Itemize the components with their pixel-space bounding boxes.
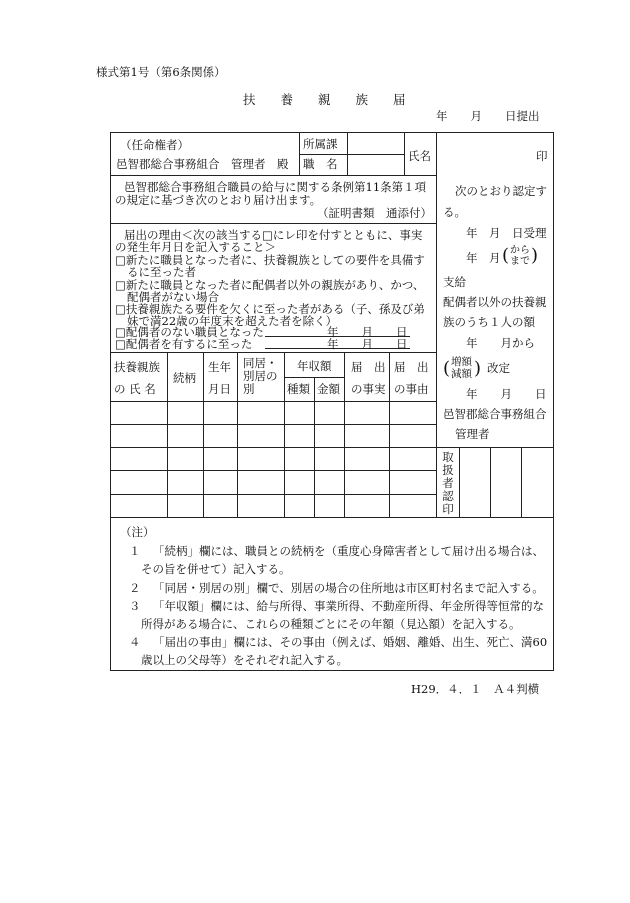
revision-month: 年 月から — [466, 336, 535, 350]
submission-date: 年 月 日提出 — [436, 109, 540, 123]
col-reason-1: 届 出 — [394, 360, 429, 374]
appointer-label: （任命権者） — [120, 138, 189, 152]
col-relationship: 続柄 — [173, 371, 196, 385]
note-2-line-1: 「同居・別居の別」欄で、別居の場合の住所地は市区町村名まで記入する。 — [153, 581, 544, 595]
revision-label: 改定 — [487, 361, 510, 375]
notes-heading: （注） — [120, 525, 155, 539]
paren-close-2: ) — [474, 358, 482, 379]
col-fact-2: の事実 — [351, 382, 386, 396]
spouse-other-amount-2: 族のうち１人の額 — [443, 315, 535, 329]
note-1-line-1: 「続柄」欄には、職員との続柄を（重度心身障害者として届け出る場合は、 — [153, 544, 544, 558]
handler-seal-label: 取 扱 者 認 印 — [442, 450, 454, 516]
col-residence-1: 同居・ — [243, 356, 278, 370]
note-1-number: １ — [129, 544, 141, 558]
reason-heading-1: 届出の理由＜次の該当する□にレ印を付すとともに、事実 — [124, 228, 423, 242]
approver-org: 邑智郡総合事務組合 — [443, 407, 547, 421]
col-annual-income: 年収額 — [297, 359, 332, 373]
reason-option-5[interactable]: □配偶者を有するに至った — [115, 337, 253, 351]
reason-option-1-cont: るに至った者 — [127, 265, 196, 279]
form-number: 様式第1号（第6条関係） — [96, 65, 226, 79]
note-4-line-2: 歳以上の父母等）をそれぞれ記入する。 — [141, 653, 348, 667]
payment-label: 支給 — [443, 275, 466, 289]
attached-documents: （証明書類 通添付） — [317, 206, 432, 220]
received-date: 年 月 日受理 — [466, 226, 547, 240]
spouse-other-amount-1: 配偶者以外の扶養親 — [443, 295, 547, 309]
intro-line-2: の規定に基づき次のとおり届け出ます。 — [115, 193, 322, 207]
col-dependent-name-2: の 氏 名 — [114, 382, 156, 396]
note-1-line-2: その旨を併せて）記入する。 — [141, 562, 291, 576]
col-reason-2: の事由 — [394, 382, 429, 396]
form-revision-footer: H29．４．１ Ａ４判横 — [411, 682, 540, 696]
intro-line-1: 邑智郡総合事務組合職員の給与に関する条例第11条第１項 — [124, 180, 427, 194]
period-month: 年 月 — [466, 251, 501, 265]
col-residence-3: 別 — [243, 382, 255, 396]
approval-date: 年 月 日 — [466, 387, 547, 401]
approval-text-1: 次のとおり認定す — [455, 184, 547, 198]
reason-date-5: 年 月 日 — [327, 337, 408, 351]
department-label: 所属課 — [303, 137, 338, 151]
col-birthdate-1: 生年 — [208, 360, 231, 374]
col-residence-2: 別居の — [243, 369, 278, 383]
note-4-line-1: 「届出の事由」欄には、その事由（例えば、婚姻、離婚、出生、死亡、満60 — [153, 635, 548, 649]
col-dependent-name-1: 扶養親族 — [114, 360, 160, 374]
paren-open-2: ( — [443, 358, 451, 379]
period-from: から — [510, 245, 530, 256]
reason-option-2[interactable]: □新たに職員となった者に配偶者以外の親族があり、かつ、 — [115, 278, 425, 292]
reason-date-4: 年 月 日 — [327, 325, 408, 339]
increase-label: 増額 — [451, 356, 472, 368]
col-fact-1: 届 出 — [351, 360, 386, 374]
reason-option-2-cont: 配偶者がない場合 — [127, 290, 219, 304]
paren-open: ( — [502, 245, 510, 266]
appointer-name: 邑智郡総合事務組合 管理者 殿 — [116, 157, 289, 171]
approver-title: 管理者 — [455, 427, 490, 441]
period-until: まで — [510, 256, 530, 267]
seal-mark: 印 — [536, 149, 548, 163]
col-birthdate-2: 月日 — [208, 382, 231, 396]
reason-option-4[interactable]: □配偶者のない職員となった — [115, 325, 264, 339]
reason-heading-2: の発生年月日を記入すること＞ — [115, 240, 276, 254]
note-3-line-2: 所得がある場合に、これらの種類ごとにその年額（見込額）を記入する。 — [141, 617, 521, 631]
document-title: 扶 養 親 族 届 — [243, 92, 406, 107]
decrease-label: 減額 — [451, 368, 472, 380]
note-3-number: ３ — [129, 599, 141, 613]
note-3-line-1: 「年収額」欄には、給与所得、事業所得、不動産所得、年金所得等恒常的な — [153, 599, 544, 613]
paren-close: ) — [531, 245, 539, 266]
note-2-number: ２ — [129, 581, 141, 595]
approval-text-2: る。 — [443, 205, 466, 219]
position-label: 職 名 — [303, 157, 338, 171]
reason-option-1[interactable]: □新たに職員となった者に、扶養親族としての要件を具備す — [115, 253, 425, 267]
col-income-amount: 金額 — [317, 382, 340, 396]
note-4-number: ４ — [129, 635, 141, 649]
reason-option-3[interactable]: □扶養親族たる要件を欠くに至った者がある（子、孫及び弟 — [115, 302, 425, 316]
name-label: 氏名 — [408, 149, 431, 163]
reason-option-3-cont: 妹で満22歳の年度末を超えた者を除く） — [127, 314, 338, 328]
col-income-type: 種類 — [287, 382, 310, 396]
